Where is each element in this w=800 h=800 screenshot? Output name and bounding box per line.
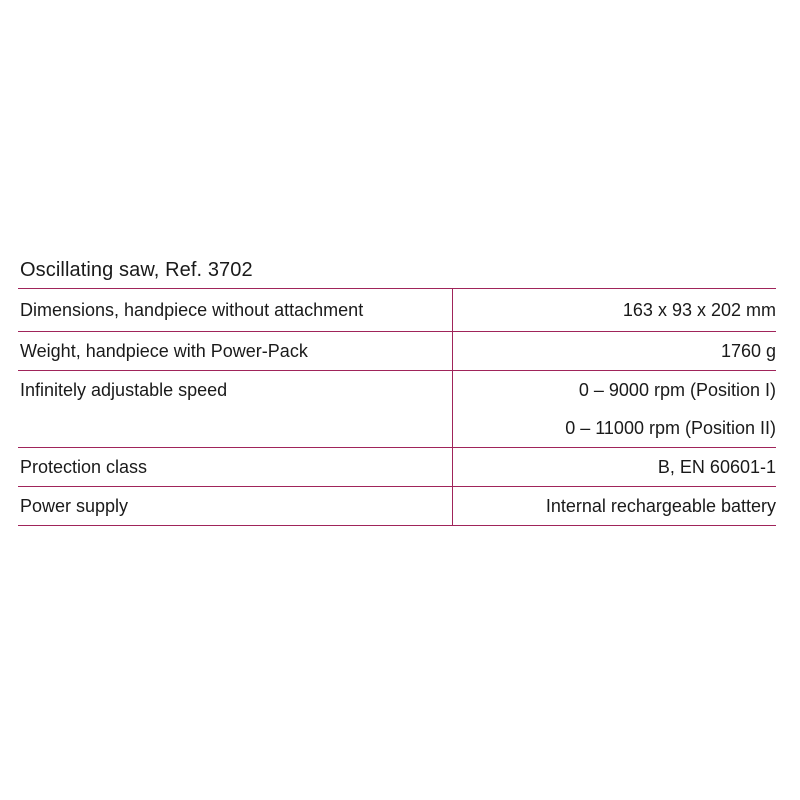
row-label bbox=[18, 371, 452, 448]
row-value-text: 163 x 93 x 202 mm bbox=[622, 300, 776, 320]
row-value-text: Internal rechargeable battery bbox=[545, 496, 776, 516]
row-label-text: Protection class bbox=[20, 457, 148, 477]
row-label-text: Dimensions, handpiece without attachment bbox=[20, 300, 364, 320]
row-value bbox=[452, 487, 776, 526]
table-row bbox=[18, 371, 776, 448]
spec-table bbox=[18, 288, 776, 526]
row-label bbox=[18, 487, 452, 526]
row-value bbox=[452, 448, 776, 487]
row-label bbox=[18, 332, 452, 371]
table-row bbox=[18, 332, 776, 371]
row-label-text: Weight, handpiece with Power-Pack bbox=[20, 341, 308, 361]
table-row bbox=[18, 289, 776, 332]
row-label-text: Power supply bbox=[20, 496, 129, 516]
table-row bbox=[18, 487, 776, 526]
row-label bbox=[18, 289, 452, 332]
row-value bbox=[452, 289, 776, 332]
table-row bbox=[18, 448, 776, 487]
table-title: Oscillating saw, Ref. 3702 bbox=[20, 259, 253, 281]
row-label-text: Infinitely adjustable speed bbox=[20, 380, 228, 400]
row-value-text: B, EN 60601-1 bbox=[657, 457, 776, 477]
row-value bbox=[452, 332, 776, 371]
spec-table-block bbox=[18, 252, 776, 526]
row-label bbox=[18, 448, 452, 487]
row-value-text: 0 – 9000 rpm (Position I) bbox=[578, 380, 776, 400]
row-value bbox=[452, 371, 776, 448]
row-value-text: 0 – 11000 rpm (Position II) bbox=[565, 418, 776, 438]
row-value-text: 1760 g bbox=[720, 341, 776, 361]
